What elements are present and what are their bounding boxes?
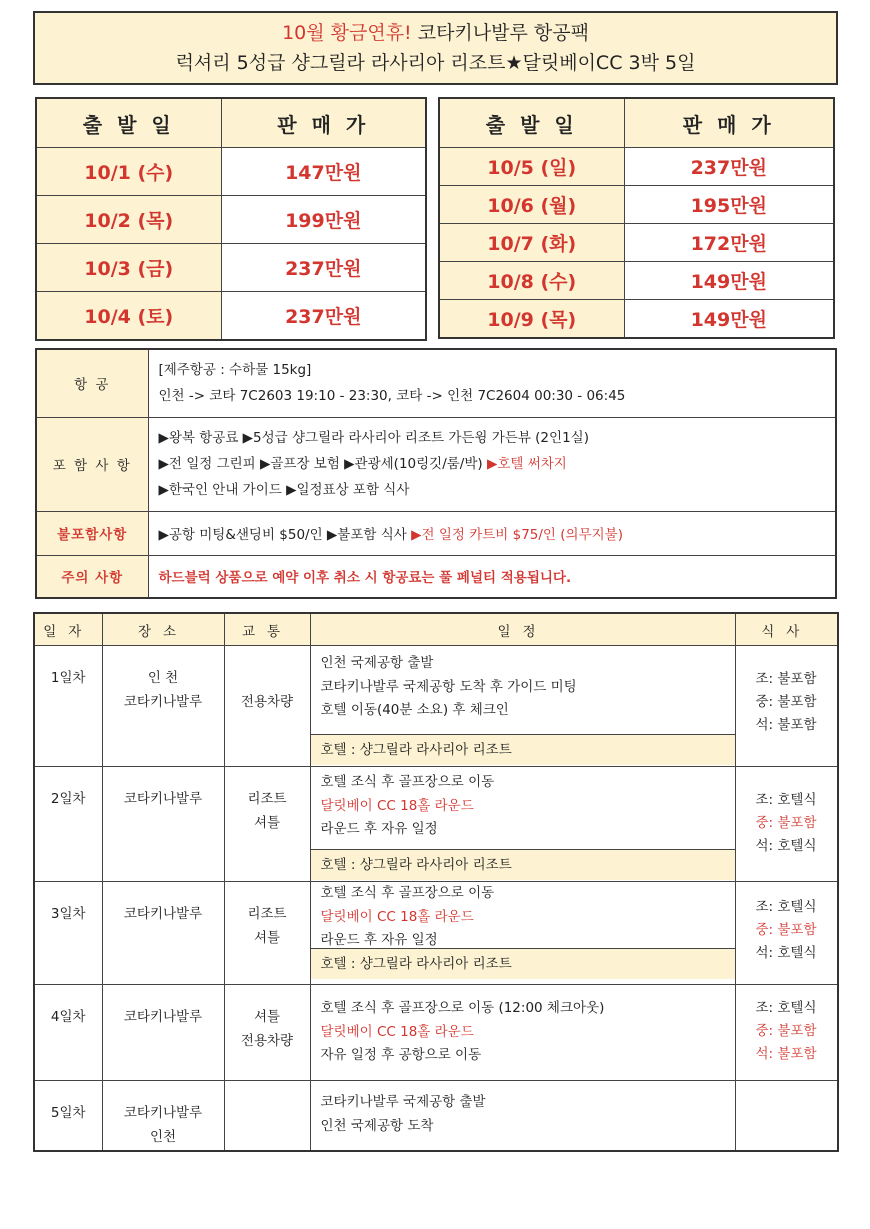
schedule-line: 호텔 조식 후 골프장으로 이동 (12:00 체크아웃) bbox=[320, 1000, 605, 1016]
dinner: 석: 불포함 bbox=[755, 1046, 817, 1062]
place-line: 코타키나발루 bbox=[123, 906, 203, 922]
schedule bbox=[310, 767, 735, 882]
place-header: 장소 bbox=[102, 613, 224, 646]
include-line-2 bbox=[159, 451, 826, 477]
schedule-line: 라운드 후 자유 일정 bbox=[320, 932, 438, 948]
transport-line: 전용차량 bbox=[240, 694, 294, 710]
price-header-row bbox=[36, 98, 426, 148]
exclude-details bbox=[148, 511, 836, 555]
schedule-lines bbox=[311, 985, 735, 1068]
sale-price: 149만원 bbox=[624, 300, 834, 339]
dinner: 석: 호텔식 bbox=[755, 945, 817, 961]
price-row bbox=[439, 224, 834, 262]
title-banner bbox=[33, 11, 838, 85]
place bbox=[102, 767, 224, 882]
transport bbox=[224, 985, 310, 1081]
hotel-surcharge: ▶호텔 써차지 bbox=[486, 456, 567, 472]
notice-label: 주의 사항 bbox=[36, 555, 148, 598]
flight-label: 항 공 bbox=[36, 349, 148, 417]
meal-header: 식사 bbox=[735, 613, 838, 646]
departure-date: 10/7 (화) bbox=[439, 224, 624, 262]
meals bbox=[735, 882, 838, 985]
transport-line: 리조트 bbox=[247, 791, 287, 807]
schedule-header: 일정 bbox=[310, 613, 735, 646]
departure-date: 10/1 (수) bbox=[36, 148, 221, 196]
sale-price-header: 판 매 가 bbox=[221, 98, 426, 148]
place-line: 코타키나발루 bbox=[123, 694, 203, 710]
sale-price: 147만원 bbox=[221, 148, 426, 196]
departure-date: 10/2 (목) bbox=[36, 196, 221, 244]
departure-date: 10/5 (일) bbox=[439, 148, 624, 186]
schedule bbox=[310, 1081, 735, 1151]
schedule-line: 인천 국제공항 도착 bbox=[320, 1117, 434, 1134]
hotel-info: 호텔 : 샹그릴라 라사리아 리조트 bbox=[311, 734, 735, 765]
hotel-info: 호텔 : 샹그릴라 라사리아 리조트 bbox=[311, 948, 735, 979]
price-row bbox=[36, 292, 426, 341]
golf-round: 달릿베이 CC 18홀 라운드 bbox=[320, 908, 474, 925]
transport-header: 교통 bbox=[224, 613, 310, 646]
price-row bbox=[439, 148, 834, 186]
golf-round: 달릿베이 CC 18홀 라운드 bbox=[320, 1023, 474, 1040]
exclude-row bbox=[36, 511, 836, 555]
price-row bbox=[439, 262, 834, 300]
sale-price: 195만원 bbox=[624, 186, 834, 224]
sale-price: 237만원 bbox=[624, 148, 834, 186]
departure-date: 10/4 (토) bbox=[36, 292, 221, 341]
departure-date: 10/6 (월) bbox=[439, 186, 624, 224]
itinerary-row bbox=[34, 985, 838, 1081]
flight-schedule: 인천 -> 코타 7C2603 19:10 - 23:30, 코타 -> 인천 7C2604 00:30 - 06:45 bbox=[158, 388, 626, 405]
dinner: 석: 호텔식 bbox=[755, 838, 817, 854]
schedule-line: 라운드 후 자유 일정 bbox=[320, 821, 438, 837]
title-highlight: 10월 황금연휴! bbox=[282, 22, 412, 44]
meals bbox=[735, 1081, 838, 1151]
meals bbox=[735, 646, 838, 767]
breakfast: 조: 호텔식 bbox=[755, 792, 817, 808]
itinerary-table bbox=[33, 612, 839, 1152]
place-line: 코타키나발루 bbox=[123, 791, 203, 807]
price-table-right bbox=[438, 97, 835, 339]
departure-date: 10/3 (금) bbox=[36, 244, 221, 292]
departure-date-header: 출 발 일 bbox=[439, 98, 624, 148]
schedule-lines bbox=[311, 767, 735, 849]
transport-line: 리조트 bbox=[247, 906, 287, 922]
departure-date-header: 출 발 일 bbox=[36, 98, 221, 148]
place-line: 인 천 bbox=[147, 670, 179, 686]
title-line-2: 럭셔리 5성급 샹그릴라 라사리아 리조트★달릿베이CC 3박 5일 bbox=[175, 52, 696, 74]
title-main: 코타키나발루 항공팩 bbox=[411, 22, 589, 44]
sale-price: 149만원 bbox=[624, 262, 834, 300]
itinerary-row bbox=[34, 882, 838, 985]
place bbox=[102, 646, 224, 767]
flight-airline: [제주항공 : 수하물 15kg] bbox=[158, 362, 312, 379]
sale-price: 172만원 bbox=[624, 224, 834, 262]
sale-price-header: 판 매 가 bbox=[624, 98, 834, 148]
departure-date: 10/8 (수) bbox=[439, 262, 624, 300]
flight-row bbox=[36, 349, 836, 417]
lunch: 중: 불포함 bbox=[755, 815, 817, 831]
sale-price: 237만원 bbox=[221, 292, 426, 341]
departure-date: 10/9 (목) bbox=[439, 300, 624, 339]
notice-text: 하드블럭 상품으로 예약 이후 취소 시 항공료는 풀 페널티 적용됩니다. bbox=[148, 555, 836, 598]
sale-price: 237만원 bbox=[221, 244, 426, 292]
schedule bbox=[310, 882, 735, 985]
breakfast: 조: 호텔식 bbox=[755, 1000, 817, 1016]
include-label: 포 함 사 항 bbox=[36, 417, 148, 511]
transport bbox=[224, 1081, 310, 1151]
price-row bbox=[36, 196, 426, 244]
day-header: 일자 bbox=[34, 613, 102, 646]
schedule-lines bbox=[311, 1081, 735, 1138]
day-label: 2일차 bbox=[34, 767, 102, 882]
exclude-text: ▶공항 미팅&샌딩비 $50/인 ▶불포함 식사 bbox=[158, 527, 412, 543]
price-row bbox=[36, 244, 426, 292]
package-info-table bbox=[35, 348, 837, 599]
day-label: 3일차 bbox=[34, 882, 102, 985]
include-line-1: ▶왕복 항공료 ▶5성급 샹그릴라 라사리아 리조트 가든윙 가든뷰 (2인1실) bbox=[158, 430, 589, 446]
breakfast: 조: 호텔식 bbox=[755, 899, 817, 915]
place-line: 인천 bbox=[149, 1129, 177, 1145]
place bbox=[102, 985, 224, 1081]
schedule-line: 호텔 조식 후 골프장으로 이동 bbox=[320, 885, 495, 901]
transport bbox=[224, 767, 310, 882]
transport-line: 셔틀 bbox=[253, 1009, 281, 1025]
price-header-row bbox=[439, 98, 834, 148]
price-row bbox=[36, 148, 426, 196]
include-line-2-text: ▶전 일정 그린피 ▶골프장 보험 ▶관광세(10링깃/룸/박) bbox=[158, 456, 487, 472]
schedule-line: 호텔 이동(40분 소요) 후 체크인 bbox=[320, 702, 509, 718]
lunch: 중: 불포함 bbox=[755, 694, 817, 710]
itinerary-row bbox=[34, 1081, 838, 1151]
sale-price: 199만원 bbox=[221, 196, 426, 244]
transport-line: 셔틀 bbox=[253, 815, 281, 831]
meals bbox=[735, 985, 838, 1081]
schedule bbox=[310, 646, 735, 767]
title-line-1 bbox=[282, 18, 589, 48]
day-label: 4일차 bbox=[34, 985, 102, 1081]
itinerary-row bbox=[34, 767, 838, 882]
schedule-line: 호텔 조식 후 골프장으로 이동 bbox=[320, 774, 495, 790]
schedule-line: 인천 국제공항 출발 bbox=[320, 655, 434, 671]
place bbox=[102, 1081, 224, 1151]
price-row bbox=[439, 186, 834, 224]
day-label: 1일차 bbox=[34, 646, 102, 767]
schedule-lines bbox=[311, 646, 735, 734]
schedule-lines bbox=[311, 882, 735, 948]
price-row bbox=[439, 300, 834, 339]
itinerary-header-row bbox=[34, 613, 838, 646]
cart-fee: ▶전 일정 카트비 $75/인 (의무지불) bbox=[411, 527, 623, 543]
include-row bbox=[36, 417, 836, 511]
exclude-label: 불포함사항 bbox=[36, 511, 148, 555]
schedule-line: 코타키나발루 국제공항 출발 bbox=[320, 1094, 486, 1110]
place bbox=[102, 882, 224, 985]
notice-row bbox=[36, 555, 836, 598]
include-details bbox=[148, 417, 836, 511]
price-table-left bbox=[35, 97, 427, 341]
golf-round: 달릿베이 CC 18홀 라운드 bbox=[320, 797, 474, 814]
transport-line: 셔틀 bbox=[253, 930, 281, 946]
schedule-line: 코타키나발루 국제공항 도착 후 가이드 미팅 bbox=[320, 678, 577, 695]
hotel-info: 호텔 : 샹그릴라 라사리아 리조트 bbox=[311, 849, 735, 880]
breakfast: 조: 불포함 bbox=[755, 671, 817, 687]
flight-details bbox=[148, 349, 836, 417]
place-line: 코타키나발루 bbox=[123, 1105, 203, 1121]
lunch: 중: 불포함 bbox=[755, 922, 817, 938]
include-line-3: ▶한국인 안내 가이드 ▶일정표상 포함 식사 bbox=[158, 482, 410, 498]
place-line: 코타키나발루 bbox=[123, 1009, 203, 1025]
schedule-line: 자유 일정 후 공항으로 이동 bbox=[320, 1047, 482, 1063]
transport bbox=[224, 646, 310, 767]
schedule bbox=[310, 985, 735, 1081]
dinner: 석: 불포함 bbox=[755, 717, 817, 733]
lunch: 중: 불포함 bbox=[755, 1023, 817, 1039]
day-label: 5일차 bbox=[34, 1081, 102, 1151]
itinerary-row bbox=[34, 646, 838, 767]
transport-line: 전용차량 bbox=[240, 1033, 294, 1049]
transport bbox=[224, 882, 310, 985]
meals bbox=[735, 767, 838, 882]
